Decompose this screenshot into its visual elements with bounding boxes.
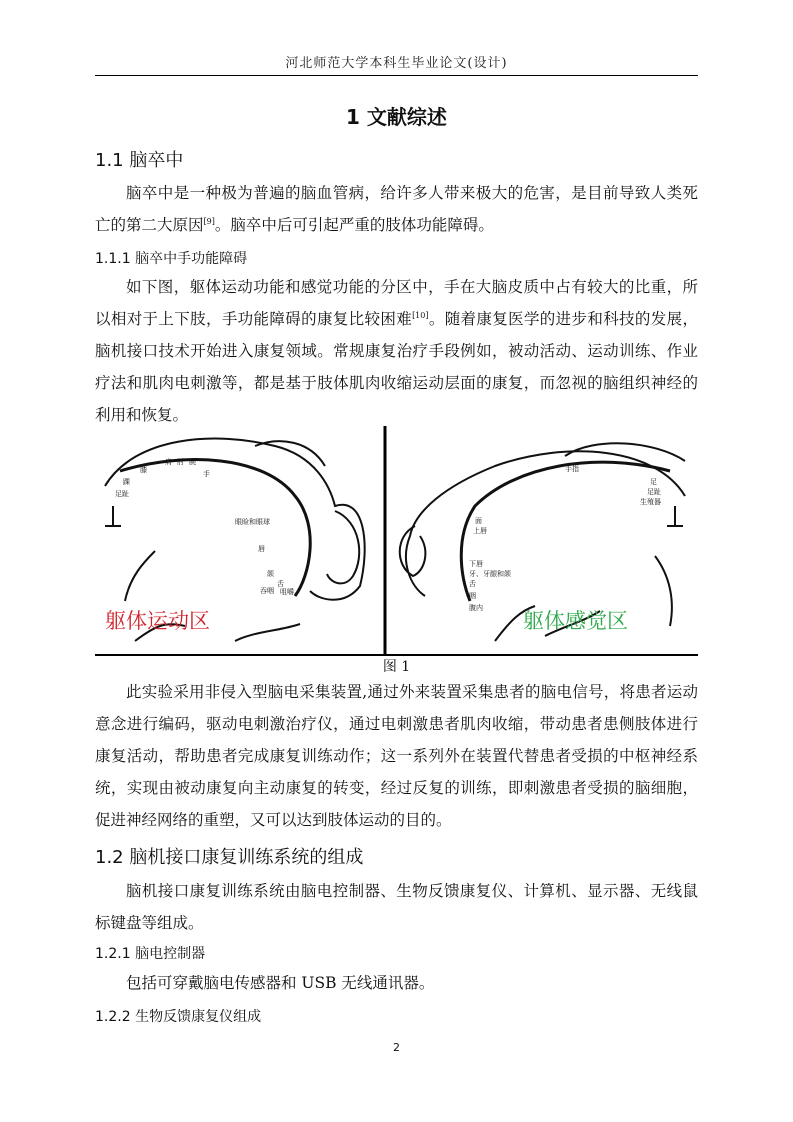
paragraph-system-components: 脑机接口康复训练系统由脑电控制器、生物反馈康复仪、计算机、显示器、无线鼠标键盘等组成。	[95, 882, 698, 932]
sensory-tag-foot: 足	[650, 478, 657, 486]
page-number: 2	[393, 1041, 400, 1054]
paragraph-text: 脑卒中是一种极为普遍的脑血管病，给许多人带来极大的危害，是目前导致人类死亡的第二大原因	[95, 184, 698, 234]
right-brain-stem	[655, 556, 672, 626]
motor-tag-tongue: 舌	[277, 580, 284, 588]
motor-tag-wrist: 腕	[189, 458, 196, 466]
section-heading-1-2: 1.2 脑机接口康复训练系统的组成	[95, 847, 364, 868]
sensory-tag-abdomen: 腹内	[469, 604, 483, 612]
running-header: 河北师范大学本科生毕业论文(设计)	[285, 56, 508, 71]
paragraph-text-tail: 。脑卒中后可引起严重的肢体功能障碍。	[214, 216, 494, 234]
motor-tag-chew: 咀嚼	[280, 588, 294, 596]
motor-tag-knee: 膝	[140, 466, 147, 474]
left-cortex-arc	[120, 460, 310, 596]
paragraph-stroke-intro	[95, 177, 698, 241]
motor-tag-elbow: 肘	[177, 458, 184, 466]
left-bracket	[105, 506, 121, 526]
section-heading-1-1-1: 1.1.1 脑卒中手功能障碍	[95, 251, 248, 267]
sensory-tag-teeth: 牙、牙龈和颌	[469, 570, 511, 578]
sensory-tag-toes: 足趾	[647, 488, 661, 496]
paragraph-text-tail: 。随着康复医学的进步和科技的发展，脑机接口技术开始进入康复领域。常规康复治疗手段例如，被动活动、运动训练、作业疗法和肌肉电刺激等，都是基于肢体肌肉收缩运动层面的康复，而忽视的脑组织神经的利用和恢复。	[95, 310, 698, 424]
motor-tag-shoulder: 肩	[165, 458, 172, 466]
header-rule	[95, 75, 698, 76]
section-heading-1-1: 1.1 脑卒中	[95, 150, 184, 171]
motor-tag-ankle: 踝	[123, 478, 130, 486]
sensory-tag-face: 面	[475, 517, 482, 525]
motor-tag-eyelid: 眼睑和眼球	[235, 518, 270, 526]
section-heading-1-2-1: 1.2.1 脑电控制器	[95, 946, 206, 962]
sensory-tag-tongue: 舌	[469, 580, 476, 588]
section-heading-1-2-2: 1.2.2 生物反馈康复仪组成	[95, 1009, 262, 1025]
paragraph-bci-method: 此实验采用非侵入型脑电采集装置,通过外来装置采集患者的脑电信号，将患者运动意念进行编码，驱动电刺激治疗仪，通过电刺激患者肌肉收缩，带动患者患侧肢体进行康复活动，帮助患者完成康复训练动作；这一系列外在装置代替患者受损的中枢神经系统，实现由被动康复向主动康复的转变，经过反复的训练，即刺激患者受损的脑细胞，促进神经网络的重塑，又可以达到肢体运动的目的。	[95, 683, 698, 829]
sensory-tag-lower-lip: 下唇	[469, 560, 483, 568]
sensory-tag-genitals: 生殖器	[640, 498, 661, 506]
motor-tag-lip: 唇	[258, 545, 265, 553]
sensory-tag-upper-lip: 上唇	[473, 527, 487, 535]
motor-tag-hand: 手	[203, 470, 210, 478]
left-face-figure	[327, 511, 359, 583]
paragraph-hand-dysfunction	[95, 271, 698, 431]
figure-homunculus	[95, 426, 698, 654]
paragraph-text: 如下图，躯体运动功能和感觉功能的分区中，手在大脑皮质中占有较大的比重，所以相对于上下肢，手功能障碍的康复比较困难	[95, 278, 698, 328]
motor-area-label: 躯体运动区	[105, 609, 210, 633]
figure-caption: 图 1	[382, 659, 411, 675]
right-lip-figure	[400, 526, 426, 576]
citation-ref: [9]	[203, 216, 215, 226]
sensory-area-label: 躯体感觉区	[523, 609, 628, 633]
chapter-title: 1 文献综述	[346, 105, 447, 129]
sensory-tag-pharynx: 咽	[469, 592, 476, 600]
paragraph-eeg-controller: 包括可穿戴脑电传感器和 USB 无线通讯器。	[126, 974, 435, 992]
left-lower-curve	[235, 624, 300, 641]
motor-tag-toe: 足趾	[115, 490, 129, 498]
left-hand-figure	[255, 441, 325, 466]
right-homunculus-outline	[406, 451, 685, 596]
motor-tag-swallow: 吞咽	[260, 587, 274, 595]
motor-tag-jaw: 颌	[267, 570, 274, 578]
right-bracket	[667, 506, 683, 526]
homunculus-illustration	[95, 426, 698, 654]
right-cortex-arc	[461, 462, 670, 601]
sensory-tag-fingers: 手指	[565, 465, 579, 473]
citation-ref: [10]	[412, 310, 429, 320]
